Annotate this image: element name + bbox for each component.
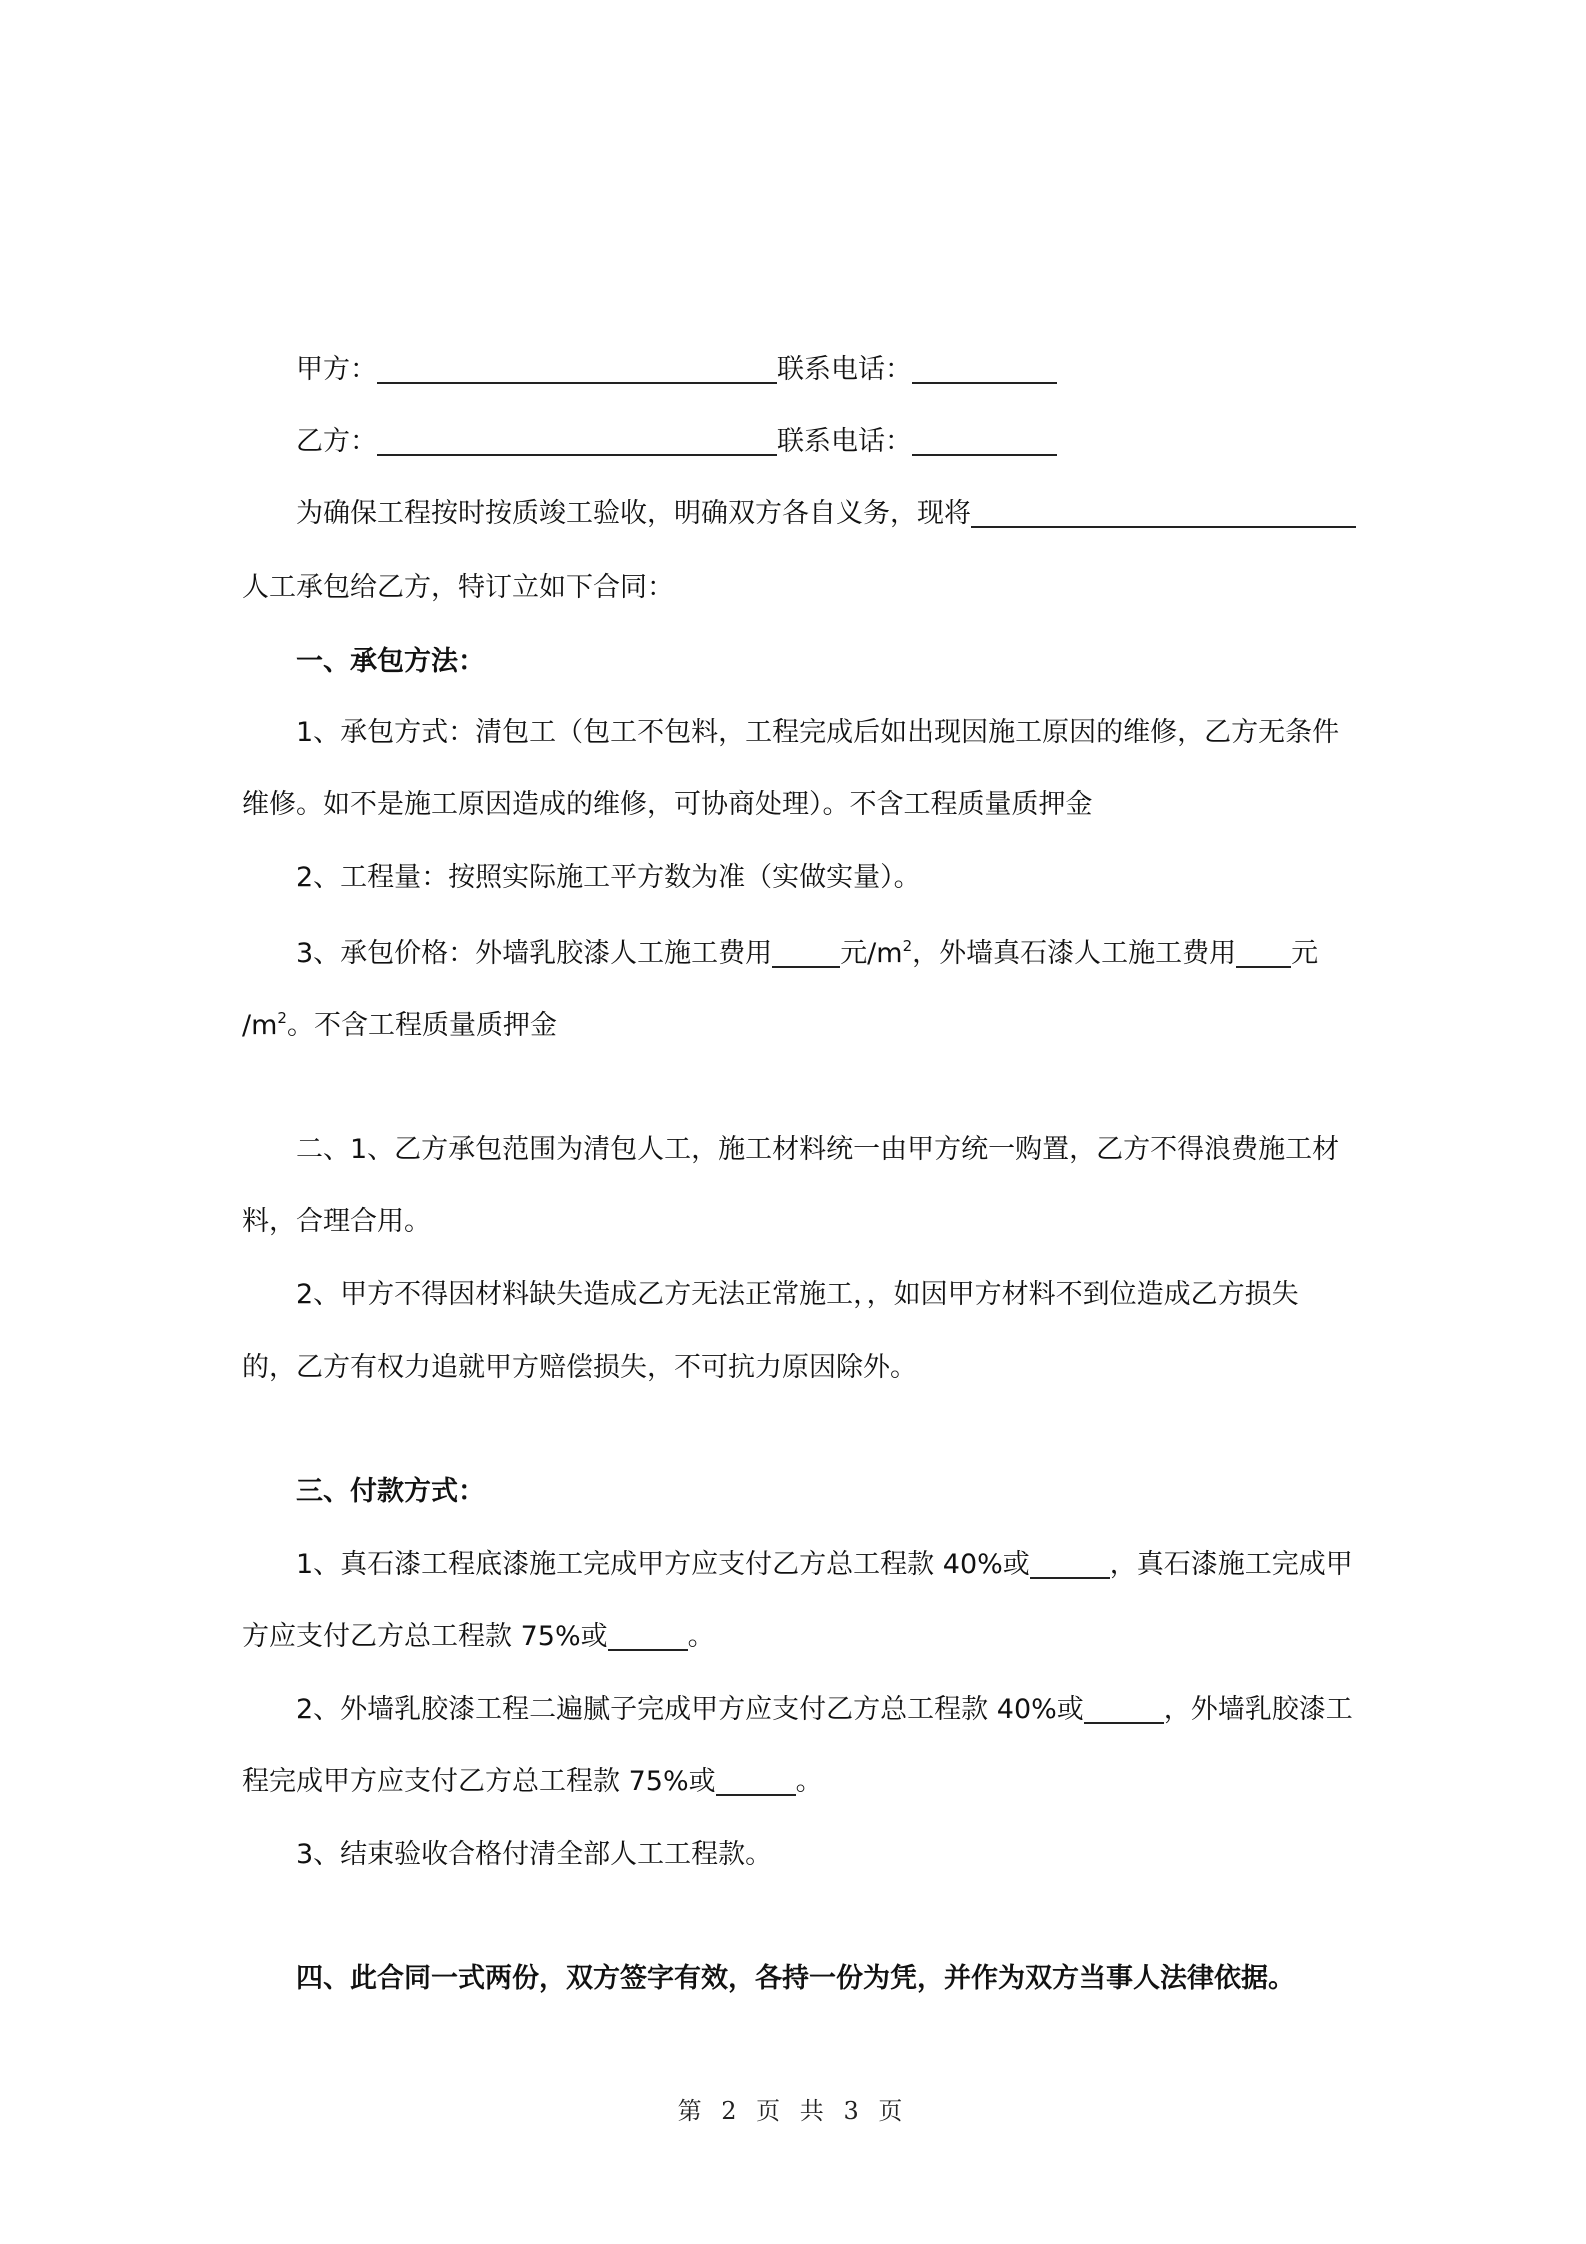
price-text-a: 3、承包价格：外墙乳胶漆人工施工费用 bbox=[296, 938, 773, 969]
payment2-text-d: 。 bbox=[795, 1766, 823, 1797]
section3-item1-line1 bbox=[296, 1545, 1353, 1585]
party-b-phone-label: 联系电话： bbox=[777, 426, 912, 457]
section3-item3: 3、结束验收合格付清全部人工工程款。 bbox=[296, 1839, 773, 1870]
section1-heading: 一、承包方法： bbox=[296, 646, 485, 677]
section1-item2 bbox=[296, 858, 921, 898]
party-a-label: 甲方： bbox=[296, 354, 377, 385]
price-unit-3-sup: 2 bbox=[277, 1009, 287, 1027]
section1-item1-line2: 维修。如不是施工原因造成的维修，可协商处理）。不含工程质量质押金 bbox=[242, 789, 1093, 820]
price-unit-3: /m bbox=[242, 1010, 278, 1041]
party-a-blank[interactable] bbox=[377, 352, 777, 384]
section3-heading: 三、付款方式： bbox=[296, 1476, 485, 1507]
price-unit-1-sup: 2 bbox=[902, 937, 913, 955]
section1-item3-line1 bbox=[296, 934, 1318, 974]
party-a-phone-blank[interactable] bbox=[912, 352, 1057, 384]
section1-item3-line2 bbox=[242, 1006, 557, 1046]
section1-item2-text: ：按照实际施工平方数为准（实做实量）。 bbox=[421, 862, 921, 893]
payment1-text-c: 方应支付乙方总工程款 75%或 bbox=[242, 1621, 608, 1652]
intro-line-2: 人工承包给乙方，特订立如下合同： bbox=[242, 572, 674, 603]
party-b-phone-blank[interactable] bbox=[912, 424, 1057, 456]
latex-price-blank[interactable] bbox=[772, 936, 840, 968]
payment1-blank-a[interactable] bbox=[1030, 1547, 1110, 1579]
payment2-text-a: 2、外墙乳胶漆工程二遍腻子完成甲方应支付乙方总工程款 40%或 bbox=[296, 1694, 1084, 1725]
price-text-c: ，外墙真石漆人工施工费用 bbox=[912, 938, 1237, 969]
project-name-blank[interactable] bbox=[971, 496, 1356, 528]
section2-line2: 料，合理合用。 bbox=[242, 1206, 431, 1237]
intro-text-1: 为确保工程按时按质竣工验收，明确双方各自义务，现将 bbox=[296, 498, 971, 529]
section3-item2-line2 bbox=[242, 1762, 823, 1802]
section1-item2-label: 2、工程量 bbox=[296, 862, 422, 893]
payment2-text-c: 程完成甲方应支付乙方总工程款 75%或 bbox=[242, 1766, 716, 1797]
party-b-blank[interactable] bbox=[377, 424, 777, 456]
party-a-row bbox=[296, 350, 1057, 390]
payment1-text-d: 。 bbox=[687, 1621, 715, 1652]
payment1-text-b: ，真石漆施工完成甲 bbox=[1109, 1549, 1353, 1580]
payment2-blank-b[interactable] bbox=[716, 1764, 796, 1796]
section3-item1-line2 bbox=[242, 1617, 715, 1657]
page-footer: 第 2 页 共 3 页 bbox=[677, 2097, 909, 2125]
party-a-phone-label: 联系电话： bbox=[777, 354, 912, 385]
payment1-blank-b[interactable] bbox=[608, 1619, 688, 1651]
price-unit-1: 元/m bbox=[840, 938, 903, 969]
price-unit-2: 元 bbox=[1291, 938, 1319, 969]
stone-price-blank[interactable] bbox=[1236, 936, 1291, 968]
party-b-row bbox=[296, 422, 1057, 462]
payment2-text-b: ，外墙乳胶漆工 bbox=[1163, 1694, 1353, 1725]
section3-item2-line1 bbox=[296, 1690, 1353, 1730]
party-b-label: 乙方： bbox=[296, 426, 377, 457]
intro-line-1 bbox=[296, 494, 1356, 534]
payment2-blank-a[interactable] bbox=[1084, 1692, 1164, 1724]
payment1-text-a: 1、真石漆工程底漆施工完成甲方应支付乙方总工程款 40%或 bbox=[296, 1549, 1030, 1580]
section2-line1: 二、1、乙方承包范围为清包人工，施工材料统一由甲方统一购置，乙方不得浪费施工材 bbox=[296, 1134, 1340, 1165]
section2-item2-line1: 2、甲方不得因材料缺失造成乙方无法正常施工，，如因甲方材料不到位造成乙方损失 bbox=[296, 1279, 1299, 1310]
section2-item2-line2: 的，乙方有权力追就甲方赔偿损失，不可抗力原因除外。 bbox=[242, 1352, 917, 1383]
price-note: 。不含工程质量质押金 bbox=[286, 1010, 557, 1041]
section4-text: 四、此合同一式两份，双方签字有效，各持一份为凭，并作为双方当事人法律依据。 bbox=[296, 1963, 1295, 1994]
section1-item1-line1: 1、承包方式：清包工（包工不包料，工程完成后如出现因施工原因的维修，乙方无条件 bbox=[296, 717, 1340, 748]
